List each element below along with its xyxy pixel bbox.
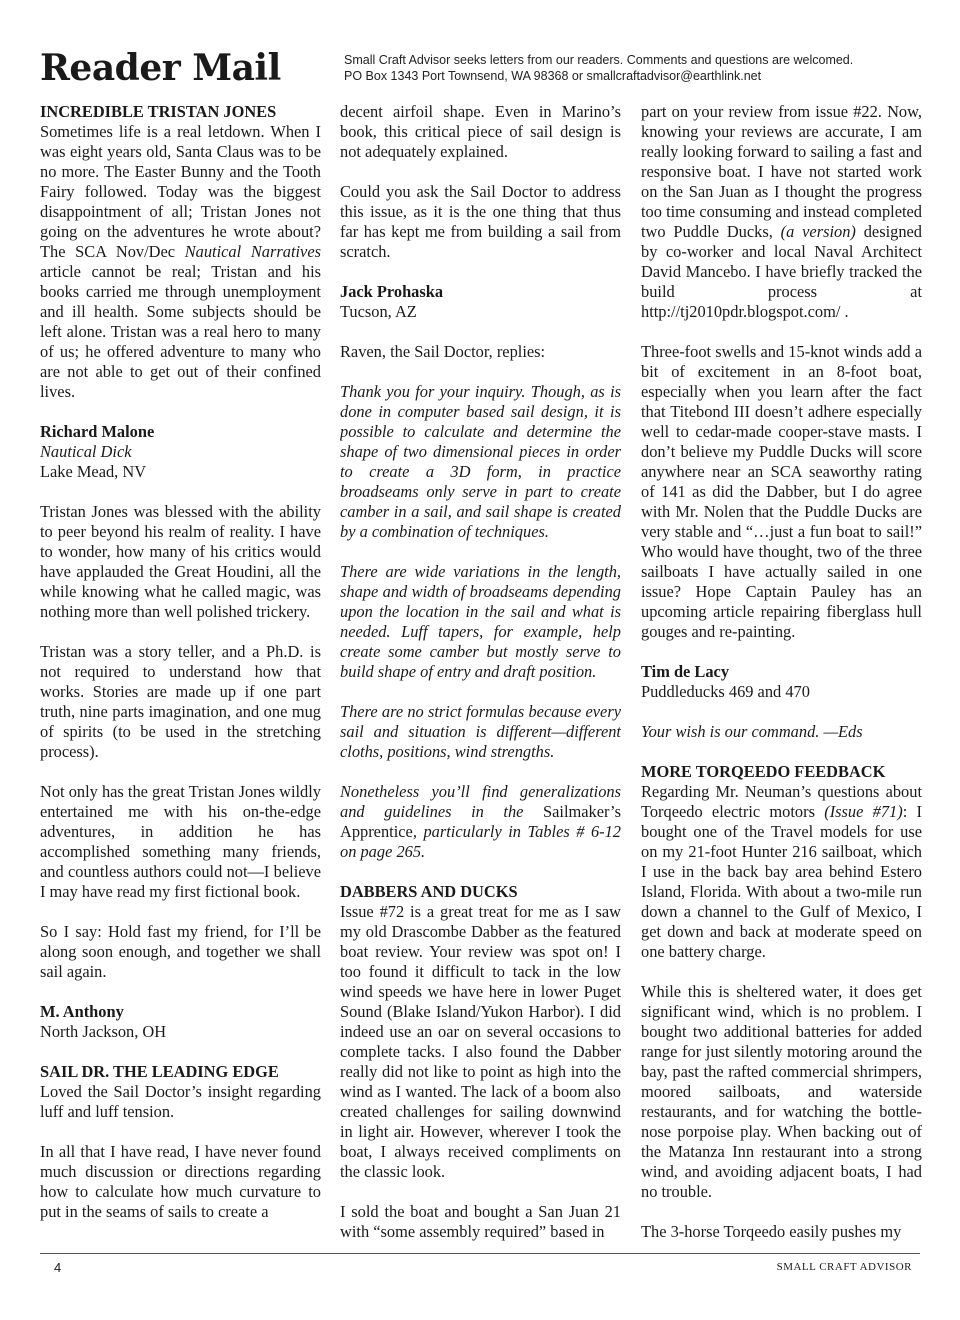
letter-heading-sail-dr: SAIL DR. THE LEADING EDGE bbox=[40, 1062, 279, 1081]
signature-location: Lake Mead, NV bbox=[40, 462, 147, 481]
letter-paragraph: While this is sheltered water, it does get significant wind, which is no problem. I bought two additional batteries for added range for just silently motoring around the bay, past the rafted commercial shrimpers, moored sailboats, and waterside restaurants, and for watching the bottle-nose porpoise play. When backing out of the Matanza Inn restaurant into a strong wind, and avoiding adjacent boats, I had no trouble. bbox=[641, 982, 922, 1201]
text-run: Sometimes life is a real letdown. When I was eight years old, Santa Claus was to be no more. The Easter Bunny and the Tooth Fairy followed. Today was the biggest disappointment of all; Tristan Jones not going on the adventures he wrote about? The SCA Nov/Dec bbox=[40, 122, 321, 261]
letter-paragraph: I sold the boat and bought a San Juan 21 with “some assembly required” based in bbox=[340, 1202, 621, 1241]
letter-heading-dabbers: DABBERS AND DUCKS bbox=[340, 882, 518, 901]
signature-name: M. Anthony bbox=[40, 1002, 124, 1021]
text-run: Regarding Mr. Neuman’s questions about Torqeedo electric motors bbox=[641, 782, 922, 821]
footer-rule bbox=[40, 1253, 920, 1254]
reply-paragraph bbox=[340, 782, 621, 862]
reply-paragraph: There are no strict formulas because every sail and situation is different—different cloths, positions, wind strengths. bbox=[340, 702, 621, 761]
submission-info bbox=[344, 52, 853, 84]
letter-paragraph: In all that I have read, I have never found much discussion or directions regarding how to calculate how much curvature to put in the seams of sails to create a bbox=[40, 1142, 321, 1221]
submission-info-line2: PO Box 1343 Port Townsend, WA 98368 or smallcraftadvisor@earthlink.net bbox=[344, 69, 762, 83]
letter-paragraph: Issue #72 is a great treat for me as I saw my old Drascombe Dabber as the featured boat review. Your review was spot on! I too found it difficult to tack in the low wind speeds we have here in lower Puget Sound (Blake Island/Yukon Harbor). I did indeed use an oar on several occasions to complete tacks. I also found the Dabber really did not like to point as high into the wind as I wanted. The lack of a boom also created challenges for sailing downwind in light air. However, wherever I took the boat, I always received compliments on the classic look. bbox=[340, 902, 621, 1181]
text-run: , particularly in Tables # 6-12 on page 265. bbox=[340, 822, 621, 861]
book-title: Sailmaker’s Apprentice bbox=[340, 802, 621, 841]
letter-paragraph: Three-foot swells and 15-knot winds add a bit of excitement in an 8-foot boat, especially when you learn after the fact that Titebond III doesn’t adhere especially well to cedar-made cooper-stave masts. I don’t believe my Puddle Ducks will score anywhere near an SCA seaworthy rating of 141 as did the Dabber, but I do agree with Mr. Nolen that the Puddle Ducks are very stable and “…just a fun boat to sail!” Who would have thought, two of the three sailboats I have actually sailed in one issue? Hope Captain Pauley has an upcoming article repairing fiberglass hull gouges and re-painting. bbox=[641, 342, 922, 641]
letter-paragraph: Could you ask the Sail Doctor to address this issue, as it is the one thing that thus far has kept me from building a sail from scratch. bbox=[340, 182, 621, 261]
column-3 bbox=[641, 102, 922, 1248]
signature-jack-prohaska bbox=[340, 282, 621, 322]
letter-paragraph bbox=[40, 122, 321, 402]
letter-paragraph: decent airfoil shape. Even in Marino’s book, this critical piece of sail design is not adequately explained. bbox=[340, 102, 621, 161]
text-run: : I bought one of the Travel models for use on my 21-foot Hunter 216 sailboat, which I use in the back bay area behind Estero Island, Florida. With about a two-mile run down a channel to the Gulf of Mexico, I get down and back at moderate speed on one battery charge. bbox=[641, 802, 922, 961]
page-number: 4 bbox=[54, 1260, 62, 1275]
letter-paragraph bbox=[641, 782, 922, 962]
reply-intro: Raven, the Sail Doctor, replies: bbox=[340, 342, 546, 361]
reply-paragraph: Thank you for your inquiry. Though, as is done in computer based sail design, it is possible to calculate and determine the shape of two dimensional pieces in order to create a 3D form, in practice broadseams only serve in part to create camber in a sail, and sail shape is created by a combination of techniques. bbox=[340, 382, 621, 541]
magazine-name: SMALL CRAFT ADVISOR bbox=[776, 1261, 912, 1273]
signature-name: Jack Prohaska bbox=[340, 282, 444, 301]
letter-paragraph: Loved the Sail Doctor’s insight regarding luff and luff tension. bbox=[40, 1082, 321, 1121]
signature-name: Richard Malone bbox=[40, 422, 155, 441]
column-1 bbox=[40, 102, 321, 1248]
signature-richard-malone bbox=[40, 422, 321, 482]
letter-paragraph: So I say: Hold fast my friend, for I’ll be along soon enough, and together we shall sail again. bbox=[40, 922, 321, 981]
editor-reply: Your wish is our command. —Eds bbox=[641, 722, 863, 741]
letter-heading-torqeedo: MORE TORQEEDO FEEDBACK bbox=[641, 762, 886, 781]
text-run-italic: (Issue #71) bbox=[824, 802, 903, 821]
letters-body bbox=[40, 102, 922, 1248]
letter-paragraph: The 3-horse Torqeedo easily pushes my bbox=[641, 1222, 902, 1241]
letter-heading-tristan-jones: INCREDIBLE TRISTAN JONES bbox=[40, 102, 277, 121]
magazine-column-title: Nautical Narratives bbox=[184, 242, 321, 261]
letter-paragraph: Tristan Jones was blessed with the ability to peer beyond his realm of reality. I have to wonder, how many of his critics would have applauded the Great Houdini, all the while knowing what he called magic, was nothing more than well polished trickery. bbox=[40, 502, 321, 621]
section-title: Reader Mail bbox=[40, 47, 281, 89]
signature-name: Tim de Lacy bbox=[641, 662, 730, 681]
text-run-italic: (a version) bbox=[780, 222, 856, 241]
text-run: part on your review from issue #22. Now, knowing your reviews are accurate, I am really looking forward to sailing a fast and responsive boat. I have not started work on the San Juan as I thought the progress too time consuming and instead completed two Puddle Ducks, bbox=[641, 102, 922, 241]
text-run: Nonetheless you’ll find generalizations and guidelines in the bbox=[340, 782, 621, 821]
signature-tim-de-lacy bbox=[641, 662, 922, 702]
signature-m-anthony bbox=[40, 1002, 321, 1042]
page-footer bbox=[40, 1260, 920, 1280]
column-2 bbox=[340, 102, 621, 1248]
page-header bbox=[40, 44, 920, 94]
letter-paragraph: Not only has the great Tristan Jones wildly entertained me with his on-the-edge adventures, in addition he has accomplished something many friends, and countless authors could not—I believe I may have read my first fictional book. bbox=[40, 782, 321, 901]
text-run: designed by co-worker and local Naval Architect David Mancebo. I have briefly tracked the build process at http://tj2010pdr.blogspot.com/ . bbox=[641, 222, 922, 321]
signature-location: North Jackson, OH bbox=[40, 1022, 167, 1041]
signature-location: Puddleducks 469 and 470 bbox=[641, 682, 810, 701]
letter-paragraph bbox=[641, 102, 922, 322]
signature-location: Tucson, AZ bbox=[340, 302, 417, 321]
text-run: article cannot be real; Tristan and his books carried me through unemployment and ill health. Some subjects should be left alone. Tristan was a real hero to many of us; he offered adventure to many who are not able to get out of their confined lives. bbox=[40, 262, 321, 401]
letter-paragraph: Tristan was a story teller, and a Ph.D. is not required to understand how that works. Stories are made up if one part truth, nine parts imagination, and one mug of spirits (to be used in the stretching process). bbox=[40, 642, 321, 761]
reply-paragraph: There are wide variations in the length, shape and width of broadseams depending upon the location in the sail and what is needed. Luff tapers, for example, help create some camber but mostly serve to build shape of entry and draft position. bbox=[340, 562, 621, 681]
signature-boat: Nautical Dick bbox=[40, 442, 132, 461]
submission-info-line1: Small Craft Advisor seeks letters from our readers. Comments and questions are welcomed. bbox=[344, 53, 854, 67]
